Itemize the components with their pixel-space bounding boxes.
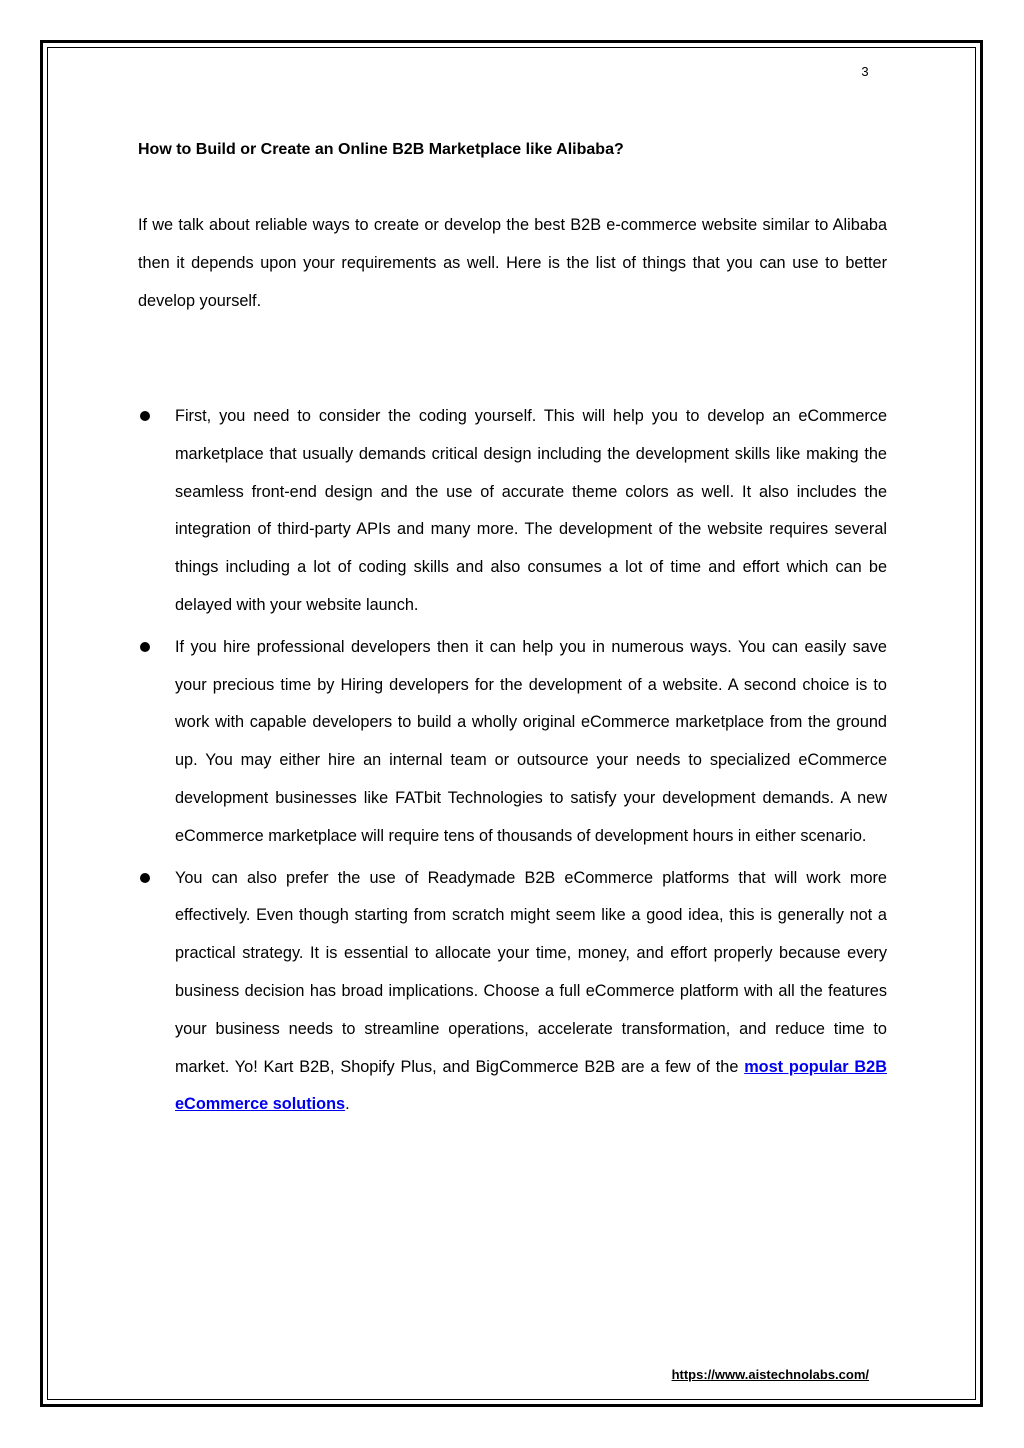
bullet-text-end: . (345, 1095, 350, 1114)
bullet-item-hire-developers (138, 629, 887, 856)
bullet-item-readymade-platforms (138, 860, 887, 1125)
section-heading: How to Build or Create an Online B2B Marketplace like Alibaba? (138, 141, 624, 158)
intro-paragraph: If we talk about reliable ways to create or develop the best B2B e-commerce website similar to Alibaba then it depends upon your requirements as well. Here is the list of things that you can use to better develop yourself. (138, 216, 887, 310)
bullet-item-coding (138, 398, 887, 625)
footer-url-link[interactable]: https://www.aistechnolabs.com/ (671, 1367, 869, 1382)
bullet-text: If you hire professional developers then it can help you in numerous ways. You can easily save your precious time by Hiring developers for the development of a website. A second choice is to work with capable developers to build a wholly original eCommerce marketplace from the ground up. You may either hire an internal team or outsource your needs to specialized eCommerce development businesses like FATbit Technologies to satisfy your development demands. A new eCommerce marketplace will require tens of thousands of development hours in either scenario. (175, 637, 887, 845)
popular-solutions-link[interactable]: most popular B2B eCommerce solutions (175, 1057, 887, 1114)
bullet-list (138, 398, 887, 1128)
bullet-dot-icon (140, 642, 150, 652)
page-number: 3 (861, 64, 869, 79)
bullet-dot-icon (140, 873, 150, 883)
bullet-text: You can also prefer the use of Readymade B2B eCommerce platforms that will work more effectively. Even though starting from scratch might seem like a good idea, this is generally not a practical strategy. It is essential to allocate your time, money, and effort properly because every business decision has broad implications. Choose a full eCommerce platform with all the features your business needs to streamline operations, accelerate transformation, and reduce time to market. Yo! Kart B2B, Shopify Plus, and BigCommerce B2B are a few of the (175, 868, 887, 1076)
bullet-text: First, you need to consider the coding yourself. This will help you to develop an eCommerce marketplace that usually demands critical design including the development skills like making the seamless front-end design and the use of accurate theme colors as well. It also includes the integration of third-party APIs and many more. The development of the website requires several things including a lot of coding skills and also consumes a lot of time and effort which can be delayed with your website launch. (175, 407, 887, 614)
bullet-dot-icon (140, 411, 150, 421)
